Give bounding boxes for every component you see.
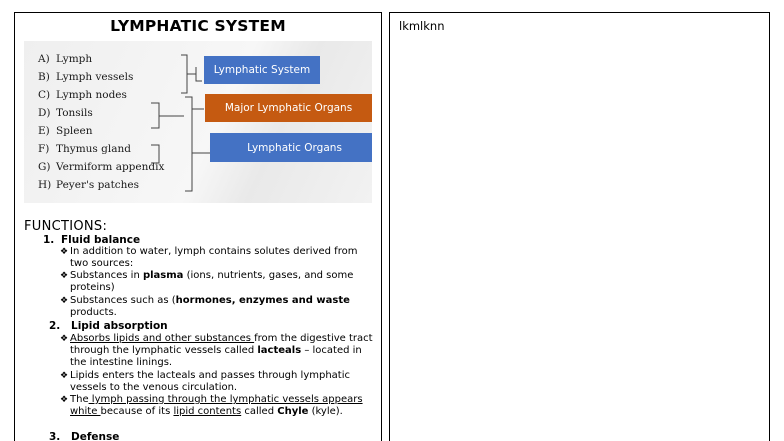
right-document-panel[interactable] <box>389 12 770 441</box>
list-item: C) Lymph nodes <box>38 89 127 101</box>
list-item: D) Tonsils <box>38 107 93 119</box>
diamond-bullet-icon: ❖ <box>60 371 69 381</box>
functions-heading: FUNCTIONS: <box>24 219 108 234</box>
bullet-item: ❖ Substances in plasma (ions, nutrients, gases, and some proteins) <box>60 270 354 293</box>
bracket-lymphatic-system <box>181 55 187 93</box>
page-title: LYMPHATIC SYSTEM <box>110 17 286 35</box>
bullet-item: ❖ Substances such as (hormones, enzymes and waste products. <box>60 295 350 318</box>
diamond-bullet-icon: ❖ <box>60 334 69 344</box>
bullet-item: ❖ Absorbs lipids and other substances from the digestive tract through the lymphatic vessels called lacteals – located in the intestine linings. <box>60 333 373 368</box>
notes-text[interactable]: lkmlknn <box>399 19 445 33</box>
diamond-bullet-icon: ❖ <box>60 296 69 306</box>
diamond-bullet-icon: ❖ <box>60 271 69 281</box>
bullet-item: ❖ Lipids enters the lacteals and passes through lymphatic vessels to the venous circulation. <box>60 370 350 393</box>
list-item: A) Lymph <box>38 53 93 65</box>
bullet-item: ❖ The lymph passing through the lymphatic vessels appears white because of its lipid contents called Chyle (kyle). <box>60 394 363 417</box>
list-item: B) Lymph vessels <box>38 71 134 83</box>
list-item: G) Vermiform appendix <box>38 161 165 173</box>
section-heading-fluid-balance: 1. Fluid balance <box>43 234 141 246</box>
lymphatic-organs-box: Lymphatic Organs <box>210 133 372 162</box>
section-heading-defense: 3. Defense <box>49 431 120 441</box>
diamond-bullet-icon: ❖ <box>60 395 69 405</box>
major-lymphatic-organs-box: Major Lymphatic Organs <box>205 94 372 122</box>
list-item: E) Spleen <box>38 125 93 137</box>
lymphatic-system-box: Lymphatic System <box>204 56 320 84</box>
section-heading-lipid-absorption: 2. Lipid absorption <box>49 320 168 332</box>
diamond-bullet-icon: ❖ <box>60 247 69 257</box>
bullet-item: ❖ In addition to water, lymph contains solutes derived from two sources: <box>60 246 358 269</box>
left-document-panel <box>14 12 382 441</box>
list-item: F) Thymus gland <box>38 143 131 155</box>
lymphatic-diagram <box>24 41 372 203</box>
bracket-organs <box>185 97 192 191</box>
bracket-major-1 <box>151 103 159 128</box>
list-item: H) Peyer's patches <box>38 179 140 191</box>
